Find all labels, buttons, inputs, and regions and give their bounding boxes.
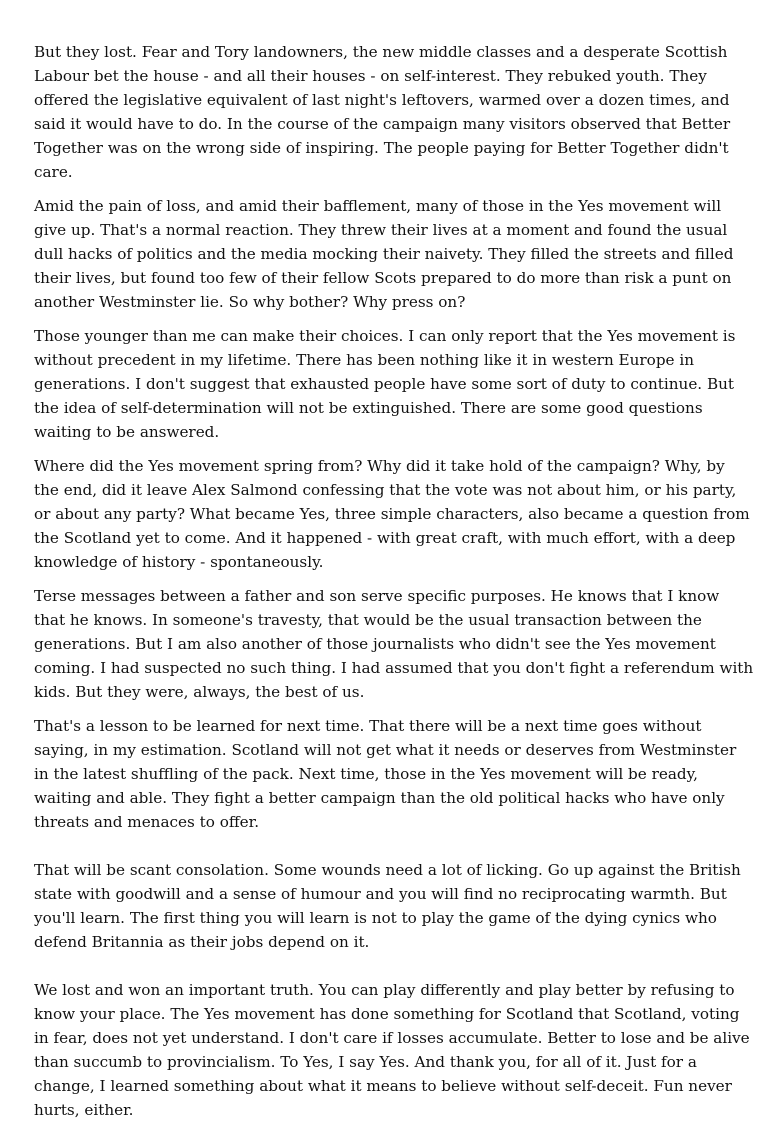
article-body <box>34 40 754 1132</box>
article-paragraph-8: We lost and won an important truth. You can play differently and play better by refusing to know your place. The Yes movement has done something for Scotland that Scotland, voting in fear, does not yet understand. I don't care if losses accumulate. Better to lose and be alive than succumb to provincialism. To Yes, I say Yes. And thank you, for all of it. Just for a change, I learned something about what it means to believe without self-deceit. Fun never hurts, either. <box>34 981 750 1119</box>
article-paragraph-1: But they lost. Fear and Tory landowners, the new middle classes and a desperate Scottish Labour bet the house - and all their houses - on self-interest. They rebuked youth. They offered the legislative equivalent of last night's leftovers, warmed over a dozen times, and said it would have to do. In the course of the campaign many visitors observed that Better Together was on the wrong side of inspiring. The people paying for Better Together didn't care. <box>34 43 731 181</box>
article-paragraph-6: That's a lesson to be learned for next time. That there will be a next time goes without saying, in my estimation. Scotland will not get what it needs or deserves from Westminster in the latest shuffling of the pack. Next time, those in the Yes movement will be ready, waiting and able. They fight a better campaign than the old political hacks who have only threats and menaces to offer. <box>34 717 737 831</box>
article-paragraph-3: Those younger than me can make their choices. I can only report that the Yes movement is without precedent in my lifetime. There has been nothing like it in western Europe in generations. I don't suggest that exhausted people have some sort of duty to continue. But the idea of self-determination will not be extinguished. There are some good questions waiting to be answered. <box>34 327 736 441</box>
article-paragraph-7: That will be scant consolation. Some wounds need a lot of licking. Go up against the British state with goodwill and a sense of humour and you will find no reciprocating warmth. But you'll learn. The first thing you will learn is not to play the game of the dying cynics who defend Britannia as their jobs depend on it. <box>34 861 741 951</box>
article-paragraph-4: Where did the Yes movement spring from? Why did it take hold of the campaign? Why, by the end, did it leave Alex Salmond confessing that the vote was not about him, or his party, or about any party? What became Yes, three simple characters, also became a question from the Scotland yet to come. And it happened - with great craft, with much effort, with a deep knowledge of history - spontaneously. <box>34 457 750 571</box>
article-paragraph-2: Amid the pain of loss, and amid their bafflement, many of those in the Yes movement will give up. That's a normal reaction. They threw their lives at a moment and found the usual dull hacks of politics and the media mocking their naivety. They filled the streets and filled their lives, but found too few of their fellow Scots prepared to do more than risk a punt on another Westminster lie. So why bother? Why press on? <box>34 197 734 311</box>
article-paragraph-5: Terse messages between a father and son serve specific purposes. He knows that I know that he knows. In someone's travesty, that would be the usual transaction between the generations. But I am also another of those journalists who didn't see the Yes movement coming. I had suspected no such thing. I had assumed that you don't fight a referendum with kids. But they were, always, the best of us. <box>34 587 754 701</box>
